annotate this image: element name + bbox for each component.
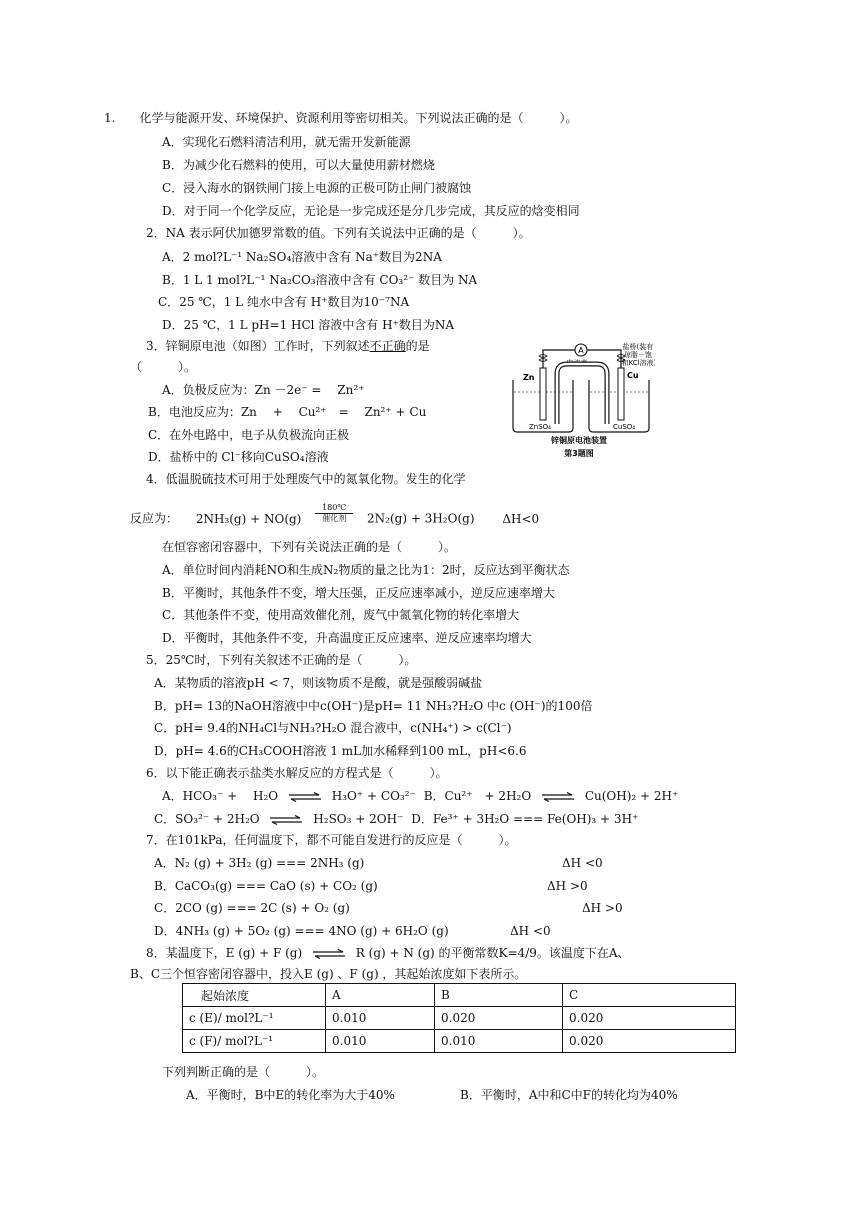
- figure-caption: 锌铜原电池装置: [551, 436, 607, 445]
- q4-cond-temperature: 180℃: [322, 503, 347, 512]
- q4-eq-condition: [315, 503, 353, 523]
- q6-b-right: Cu(OH)₂ + 2H⁺: [584, 789, 679, 803]
- q2-option-b: B．1 L 1 mol?L⁻¹ Na₂CO₃溶液中含有 CO₃²⁻ 数目为 NA: [162, 273, 478, 287]
- equilibrium-arrow-icon: [288, 792, 322, 802]
- table-cell: 0.020: [435, 1007, 563, 1030]
- q6-option-d: D．Fe³⁺ + 3H₂O === Fe(OH)₃ + 3H⁺: [411, 812, 639, 826]
- q4-option-c: C．其他条件不变，使用高效催化剂，废气中氮氧化物的转化率增大: [162, 608, 520, 622]
- q6-c-left: C．SO₃²⁻ + 2H₂O: [154, 812, 260, 826]
- q4-eq-left: 2NH₃(g) + NO(g): [195, 511, 302, 526]
- q3-option-d: D．盐桥中的 Cl⁻移向CuSO₄溶液: [148, 450, 329, 464]
- table-header-cell: B: [435, 984, 563, 1007]
- q8-stem: [146, 945, 630, 961]
- q1-stem: 1. 化学与能源开发、环境保护、资源利用等密切相关。下列说法正确的是（ ）。: [104, 111, 578, 125]
- q8-stem3: 下列判断正确的是（ ）。: [162, 1065, 325, 1079]
- q8-option-a: A．平衡时，B中E的转化率为大于40%: [186, 1088, 395, 1102]
- q3-stem: [146, 338, 430, 354]
- q4-option-a: A．单位时间内消耗NO和生成N₂物质的量之比为1：2时，反应达到平衡状态: [162, 563, 570, 577]
- cu-electrode-label: Cu: [627, 371, 639, 380]
- q2-stem: 2．NA 表示阿伏加德罗常数的值。下列有关说法中正确的是（ ）。: [146, 226, 531, 240]
- table-header-cell: 起始浓度: [183, 984, 326, 1007]
- q6-a-left: A．HCO₃⁻ + H₂O: [162, 789, 279, 803]
- q6-options-cd: [154, 811, 638, 827]
- q4-stem: 4．低温脱硫技术可用于处理废气中的氮氧化物。发生的化学: [146, 472, 466, 486]
- q3-option-b: B．电池反应为：Zn + Cu²⁺ = Zn²⁺ + Cu: [148, 405, 427, 419]
- table-cell: 0.010: [326, 1030, 435, 1053]
- q1-option-d: D．对于同一个化学反应，无论是一步完成还是分几步完成，其反应的焓变相同: [162, 204, 580, 218]
- table-cell: 0.020: [563, 1007, 736, 1030]
- equilibrium-arrow-icon: [269, 815, 303, 825]
- table-cell: 0.020: [563, 1030, 736, 1053]
- q4-cond-catalyst: 催化剂: [322, 514, 347, 523]
- zinc-copper-cell-figure: [503, 340, 655, 460]
- salt-bridge-label: 盐桥(装有 琼脂－饱 和KCl溶液): [621, 343, 655, 367]
- table-header-cell: A: [326, 984, 435, 1007]
- meter-symbol: A: [578, 346, 584, 355]
- q1-option-c: C．浸入海水的钢铁闸门接上电源的正极可防止闸门被腐蚀: [162, 181, 472, 195]
- zn-electrode-label: Zn: [523, 373, 535, 382]
- q3-stem-underlined: 不正确: [369, 339, 406, 353]
- table-header-cell: C: [563, 984, 736, 1007]
- q5-option-d: D．pH= 4.6的CH₃COOH溶液 1 mL加水稀释到100 mL，pH<6.6: [154, 744, 527, 758]
- q4-eq-right: 2N₂(g) + 3H₂O(g): [367, 511, 475, 526]
- q1-option-b: B．为减少化石燃料的使用，可以大量使用薪材燃烧: [162, 158, 435, 172]
- galvanic-cell-diagram: [503, 340, 655, 460]
- cuso4-label: CuSO₄: [613, 423, 636, 431]
- equilibrium-arrow-icon: [541, 792, 575, 802]
- q3-stem-blank: （ ）。: [130, 360, 197, 374]
- table-row: [183, 1030, 736, 1053]
- q7-option-b-dh: ΔH >0: [547, 879, 588, 893]
- q5-option-a: A．某物质的溶液pH < 7，则该物质不是酸，就是强酸弱碱盐: [154, 676, 483, 690]
- q6-c-right: H₂SO₃ + 2OH⁻: [313, 812, 404, 826]
- q6-a-right: H₃O⁺ + CO₃²⁻: [331, 789, 416, 803]
- table-cell: c (E)/ mol?L⁻¹: [183, 1007, 326, 1030]
- q2-option-d: D．25 ℃，1 L pH=1 HCl 溶液中含有 H⁺数目为NA: [162, 318, 455, 332]
- equilibrium-arrow-icon: [312, 949, 346, 959]
- initial-concentration-table: [182, 983, 736, 1053]
- q7-option-a-dh: ΔH <0: [562, 856, 603, 870]
- table-cell: c (F)/ mol?L⁻¹: [183, 1030, 326, 1053]
- q7-option-c: C．2CO (g) === 2C (s) + O₂ (g): [154, 901, 350, 915]
- q4-option-d: D．平衡时，其他条件不变，升高温度正反应速率、逆反应速率均增大: [162, 631, 532, 645]
- figure-number: 第3题图: [564, 449, 594, 458]
- q4-stem2: 在恒容密闭容器中，下列有关说法正确的是（ ）。: [162, 540, 457, 554]
- q4-equation: [130, 503, 540, 529]
- q1-option-a: A．实现化石燃料清洁利用，就无需开发新能源: [162, 135, 411, 149]
- q7-option-a: A．N₂ (g) + 3H₂ (g) === 2NH₃ (g): [154, 856, 365, 870]
- q5-option-c: C．pH= 9.4的NH₄Cl与NH₃?H₂O 混合液中，c(NH₄⁺) > c(Cl⁻): [154, 721, 512, 735]
- q3-option-c: C．在外电路中，电子从负极流向正极: [148, 428, 350, 442]
- table-header-row: [183, 984, 736, 1007]
- q4-eq-prefix: 反应为：: [130, 511, 179, 526]
- q7-option-b: B．CaCO₃(g) === CaO (s) + CO₂ (g): [154, 879, 378, 893]
- q7-stem: 7．在101kPa，任何温度下，都不可能自发进行的反应是（ ）。: [146, 833, 517, 847]
- table-cell: 0.010: [326, 1007, 435, 1030]
- q7-option-c-dh: ΔH >0: [582, 901, 623, 915]
- q4-option-b: B．平衡时，其他条件不变，增大压强，正反应速率减小，逆反应速率增大: [162, 586, 555, 600]
- table-row: [183, 1007, 736, 1030]
- q8-stem2: B、C三个恒容密闭容器中，投入E (g) 、F (g) ，其起始浓度如下表所示。: [130, 967, 527, 981]
- meter-label: 电流表: [566, 359, 588, 367]
- q2-option-c: C．25 ℃，1 L 纯水中含有 H⁺数目为10⁻⁷NA: [158, 295, 410, 309]
- q7-option-d: D．4NH₃ (g) + 5O₂ (g) === 4NO (g) + 6H₂O (g): [154, 924, 449, 938]
- q7-option-d-dh: ΔH <0: [510, 924, 551, 938]
- q6-b-left: B．Cu²⁺ + 2H₂O: [423, 789, 532, 803]
- q8-stem-right: R (g) + N (g) 的平衡常数K=4/9。该温度下在A、: [355, 946, 630, 960]
- q2-option-a: A．2 mol?L⁻¹ Na₂SO₄溶液中含有 Na⁺数目为2NA: [162, 250, 442, 264]
- table-cell: 0.010: [435, 1030, 563, 1053]
- q5-option-b: B．pH= 13的NaOH溶液中中c(OH⁻)是pH= 11 NH₃?H₂O 中c (OH⁻)的100倍: [154, 699, 593, 713]
- q8-option-b: B．平衡时，A中和C中F的转化均为40%: [460, 1088, 678, 1102]
- q6-stem: 6．以下能正确表示盐类水解反应的方程式是（ ）。: [146, 766, 448, 780]
- q4-eq-dh: ΔH<0: [502, 511, 540, 526]
- znso4-label: ZnSO₄: [529, 423, 551, 431]
- q8-stem-left: 8．某温度下，E (g) + F (g): [146, 946, 303, 960]
- q6-options-ab: [162, 788, 678, 804]
- q3-stem-part1: 3．锌铜原电池（如图）工作时，下列叙述: [146, 339, 370, 353]
- q3-stem-part2: 的是: [405, 339, 430, 353]
- q5-stem: 5．25℃时，下列有关叙述不正确的是（ ）。: [146, 653, 417, 667]
- q3-option-a: A．负极反应为：Zn －2e⁻ = Zn²⁺: [162, 383, 365, 397]
